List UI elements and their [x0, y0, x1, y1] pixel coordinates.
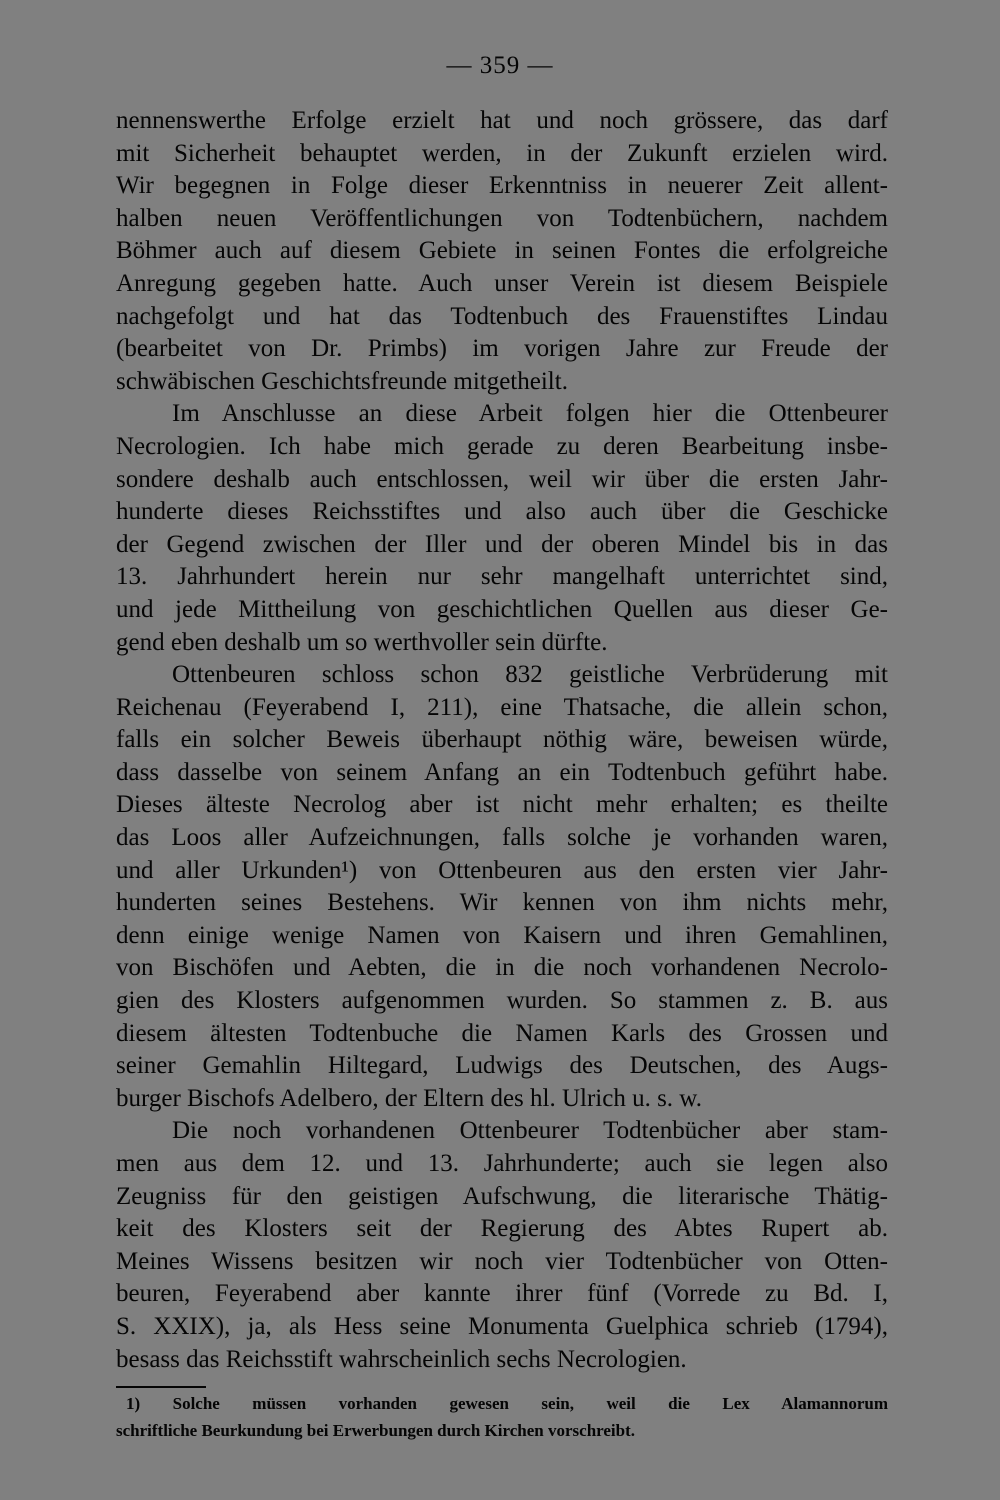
text-line: der Gegend zwischen der Iller und der oberen Mindel bis in das [116, 530, 888, 558]
text-line: burger Bischofs Adelbero, der Eltern des hl. Ulrich u. s. w. [116, 1084, 702, 1112]
text-line: Die noch vorhandenen Ottenbeurer Todtenbücher aber stam- [172, 1117, 888, 1145]
footnote-divider [116, 1386, 206, 1388]
text-line: sondere deshalb auch entschlossen, weil wir über die ersten Jahr- [116, 465, 888, 493]
text-line: halben neuen Veröffentlichungen von Todtenbüchern, nachdem [116, 204, 888, 232]
text-line: falls ein solcher Beweis überhaupt nöthig wäre, beweisen würde, [116, 726, 888, 754]
text-line: S. XXIX), ja, als Hess seine Monumenta Guelphica schrieb (1794), [116, 1312, 888, 1340]
text-line: nennenswerthe Erfolge erzielt hat und noch grössere, das darf [116, 107, 888, 134]
text-line: 13. Jahrhundert herein nur sehr mangelhaft unterrichtet sind, [116, 563, 888, 591]
text-line: Zeugniss für den geistigen Aufschwung, die literarische Thätig- [116, 1182, 888, 1210]
text-line: und aller Urkunden¹) von Ottenbeuren aus den ersten vier Jahr- [116, 856, 888, 884]
text-line: men aus dem 12. und 13. Jahrhunderte; auch sie legen also [116, 1150, 888, 1177]
text-line: das Loos aller Aufzeichnungen, falls solche je vorhanden waren, [116, 824, 888, 852]
text-line: Böhmer auch auf diesem Gebiete in seinen Fontes die erfolgreiche [116, 237, 888, 265]
text-line: Ottenbeuren schloss schon 832 geistliche Verbrüderung mit [172, 661, 888, 689]
text-line: hunderte dieses Reichsstiftes und also auch über die Geschicke [116, 498, 888, 526]
text-line: nachgefolgt und hat das Todtenbuch des Frauenstiftes Lindau [116, 302, 888, 330]
text-line: Dieses älteste Necrolog aber ist nicht mehr erhalten; es theilte [116, 791, 888, 819]
text-line: mit Sicherheit behauptet werden, in der Zukunft erzielen wird. [116, 139, 888, 167]
footnote-line: 1) Solche müssen vorhanden gewesen sein, weil die Lex Alamannorum [126, 1394, 888, 1413]
text-line: und jede Mittheilung von geschichtlichen Quellen aus dieser Ge- [116, 595, 888, 623]
text-line: schwäbischen Geschichtsfreunde mitgetheilt. [116, 367, 568, 395]
text-line: beuren, Feyerabend aber kannte ihrer fünf (Vorrede zu Bd. I, [116, 1280, 888, 1308]
text-line: Necrologien. Ich habe mich gerade zu deren Bearbeitung insbe- [116, 432, 888, 460]
text-line: seiner Gemahlin Hiltegard, Ludwigs des Deutschen, des Augs- [116, 1052, 888, 1080]
footnotes [116, 1390, 888, 1444]
text-line: keit des Klosters seit der Regierung des Abtes Rupert ab. [116, 1215, 888, 1243]
text-line: Wir begegnen in Folge dieser Erkenntniss in neuerer Zeit allent- [116, 172, 888, 200]
text-line: Im Anschlusse an diese Arbeit folgen hier die Ottenbeurer [172, 400, 888, 428]
page-number: — 359 — [446, 52, 554, 79]
body-text [116, 105, 888, 1376]
text-line: von Bischöfen und Aebten, die in die noch vorhandenen Necrolo- [116, 954, 888, 982]
text-line: Anregung gegeben hatte. Auch unser Verein ist diesem Beispiele [116, 269, 888, 297]
text-line: Meines Wissens besitzen wir noch vier Todtenbücher von Otten- [116, 1247, 888, 1275]
text-line: gend eben deshalb um so werthvoller sein dürfte. [116, 628, 608, 656]
text-line: hunderten seines Bestehens. Wir kennen von ihm nichts mehr, [116, 889, 888, 917]
text-line: Reichenau (Feyerabend I, 211), eine Thatsache, die allein schon, [116, 693, 888, 721]
text-line: diesem ältesten Todtenbuche die Namen Karls des Grossen und [116, 1019, 888, 1047]
text-line: (bearbeitet von Dr. Primbs) im vorigen Jahre zur Freude der [116, 335, 888, 363]
footnote-line: schriftliche Beurkundung bei Erwerbungen durch Kirchen vorschreibt. [116, 1421, 636, 1440]
text-line: besass das Reichsstift wahrscheinlich sechs Necrologien. [116, 1345, 687, 1373]
text-line: gien des Klosters aufgenommen wurden. So stammen z. B. aus [116, 987, 888, 1015]
text-line: denn einige wenige Namen von Kaisern und ihren Gemahlinen, [116, 921, 888, 949]
text-line: dass dasselbe von seinem Anfang an ein Todtenbuch geführt habe. [116, 758, 888, 786]
